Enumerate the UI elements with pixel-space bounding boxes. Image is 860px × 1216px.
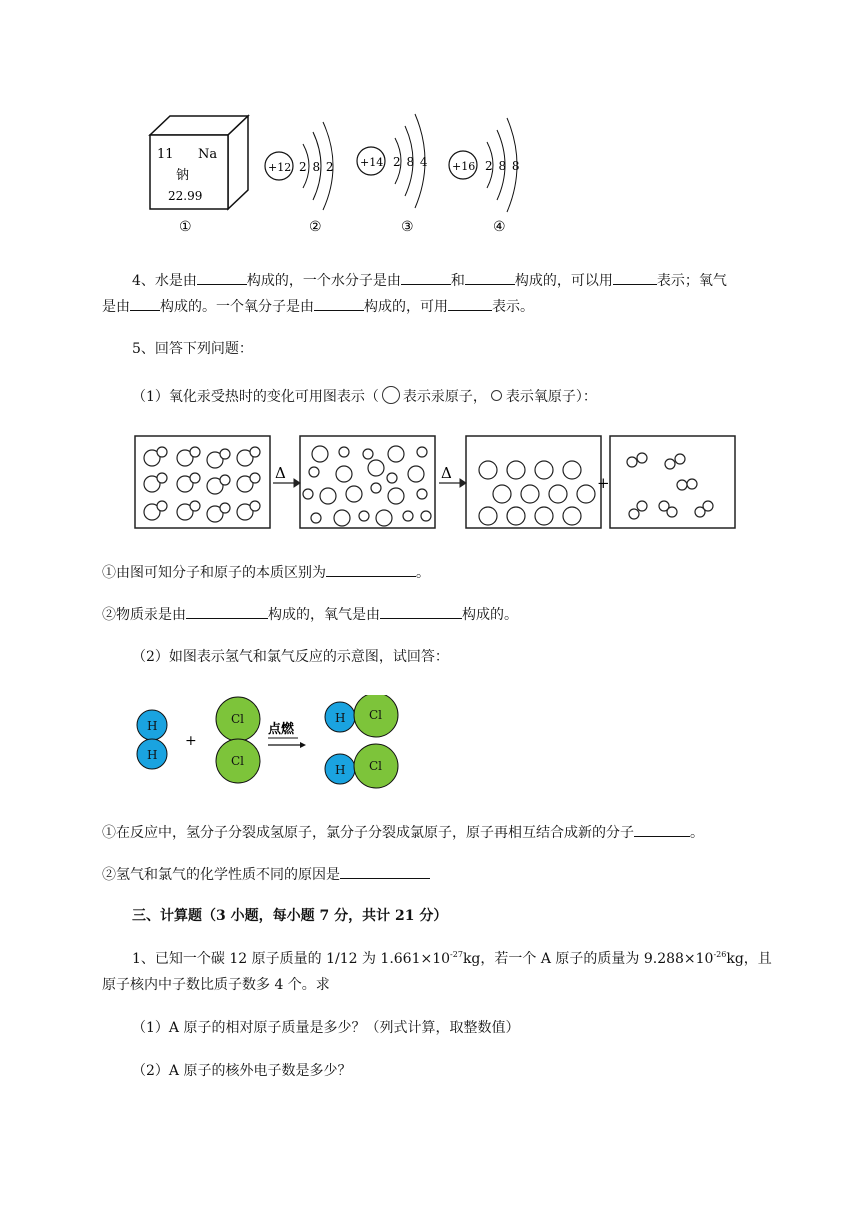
hydrogen-atom: H <box>335 711 346 725</box>
chlorine-atom: Cl <box>369 708 383 722</box>
mercury-oxide-diagram <box>130 432 740 532</box>
electron-shells-3: 2 8 8 <box>485 159 521 173</box>
answer-blank[interactable] <box>197 270 247 285</box>
mercury-atom-legend-icon <box>382 386 400 404</box>
answer-blank[interactable] <box>326 562 416 577</box>
sodium-atomic-number: 11 <box>157 147 174 162</box>
answer-blank[interactable] <box>380 604 462 619</box>
answer-blank[interactable] <box>401 270 451 285</box>
answer-blank[interactable] <box>448 296 492 311</box>
q5-sub1-prompt: （1）氧化汞受热时的变化可用图表示（ 表示汞原子， 表示氧原子）： <box>132 386 832 407</box>
electron-shells-2: 2 8 4 <box>393 155 429 169</box>
s3-q1-line2: 原子核内中子数比质子数多 4 个。求 <box>102 977 330 993</box>
q5-sub2-q2: ②氢气和氯气的化学性质不同的原因是 <box>102 864 802 885</box>
nucleus-charge-2: +14 <box>360 156 384 169</box>
hydrogen-atom: H <box>147 748 158 762</box>
q5-sub1-q2: ②物质汞是由 构成的，氧气是由 构成的。 <box>102 604 802 625</box>
sodium-element-card <box>150 116 248 235</box>
plus-sign: + <box>185 733 197 749</box>
atom-diagram-mg <box>265 122 335 235</box>
heat-symbol: Δ <box>275 464 286 482</box>
figure-label-2: ② <box>309 219 322 235</box>
hydrogen-atom: H <box>147 719 158 733</box>
q4-line2: 是由 构成的。一个氧分子是由 构成的，可用 表示。 <box>102 296 802 317</box>
answer-blank[interactable] <box>314 296 364 311</box>
answer-blank[interactable] <box>186 604 268 619</box>
answer-blank[interactable] <box>613 270 657 285</box>
chlorine-atom: Cl <box>231 712 245 726</box>
atom-structure-figure <box>140 108 540 238</box>
q4-line1: 4、水是由 构成的，一个水分子是由 和 构成的，可以用 表示；氧气 <box>132 270 832 291</box>
answer-blank[interactable] <box>634 822 690 837</box>
figure-label-4: ④ <box>493 219 506 235</box>
nucleus-charge-3: +16 <box>452 160 476 173</box>
answer-blank[interactable] <box>130 296 160 311</box>
sodium-mass: 22.99 <box>168 189 203 203</box>
q5-sub2-q1: ①在反应中，氢分子分裂成氢原子，氯分子分裂成氯原子，原子再相互结合成新的分子 。 <box>102 822 802 843</box>
heat-symbol: Δ <box>441 464 452 482</box>
figure-label-1: ① <box>179 219 192 235</box>
section3-heading: 三、计算题（3 小题，每小题 7 分，共计 21 分） <box>132 908 448 924</box>
q5-sub2-prompt: （2）如图表示氢气和氯气反应的示意图，试回答： <box>132 649 449 665</box>
h2-cl2-reaction-diagram <box>130 695 410 795</box>
chlorine-atom: Cl <box>231 754 245 768</box>
q5-title: 5、回答下列问题： <box>132 341 253 357</box>
oxygen-atom-legend-icon <box>491 390 502 401</box>
answer-blank[interactable] <box>340 864 430 879</box>
sodium-symbol: Na <box>198 147 218 162</box>
atom-diagram-si <box>357 114 429 235</box>
plus-sign: + <box>597 474 610 492</box>
q5-sub1-q1: ①由图可知分子和原子的本质区别为 。 <box>102 562 802 583</box>
figure-label-3: ③ <box>401 219 414 235</box>
ignition-condition: 点燃 <box>268 722 295 737</box>
hydrogen-atom: H <box>335 763 346 777</box>
s3-q1-sub1: （1）A 原子的相对原子质量是多少？（列式计算，取整数值） <box>132 1020 520 1036</box>
chlorine-atom: Cl <box>369 759 383 773</box>
s3-q1-sub2: （2）A 原子的核外电子数是多少？ <box>132 1063 352 1079</box>
answer-blank[interactable] <box>465 270 515 285</box>
nucleus-charge-1: +12 <box>268 161 292 174</box>
electron-shells-1: 2 8 2 <box>299 160 335 174</box>
atom-diagram-s <box>449 118 521 235</box>
s3-q1-line1: 1、已知一个碳 12 原子质量的 1/12 为 $1.661\times 10^{-27}kg$，若一个 A 原子的质量为 $9.288\times 10^{-26}kg$，且 <box>132 950 772 967</box>
sodium-name: 钠 <box>176 168 190 183</box>
